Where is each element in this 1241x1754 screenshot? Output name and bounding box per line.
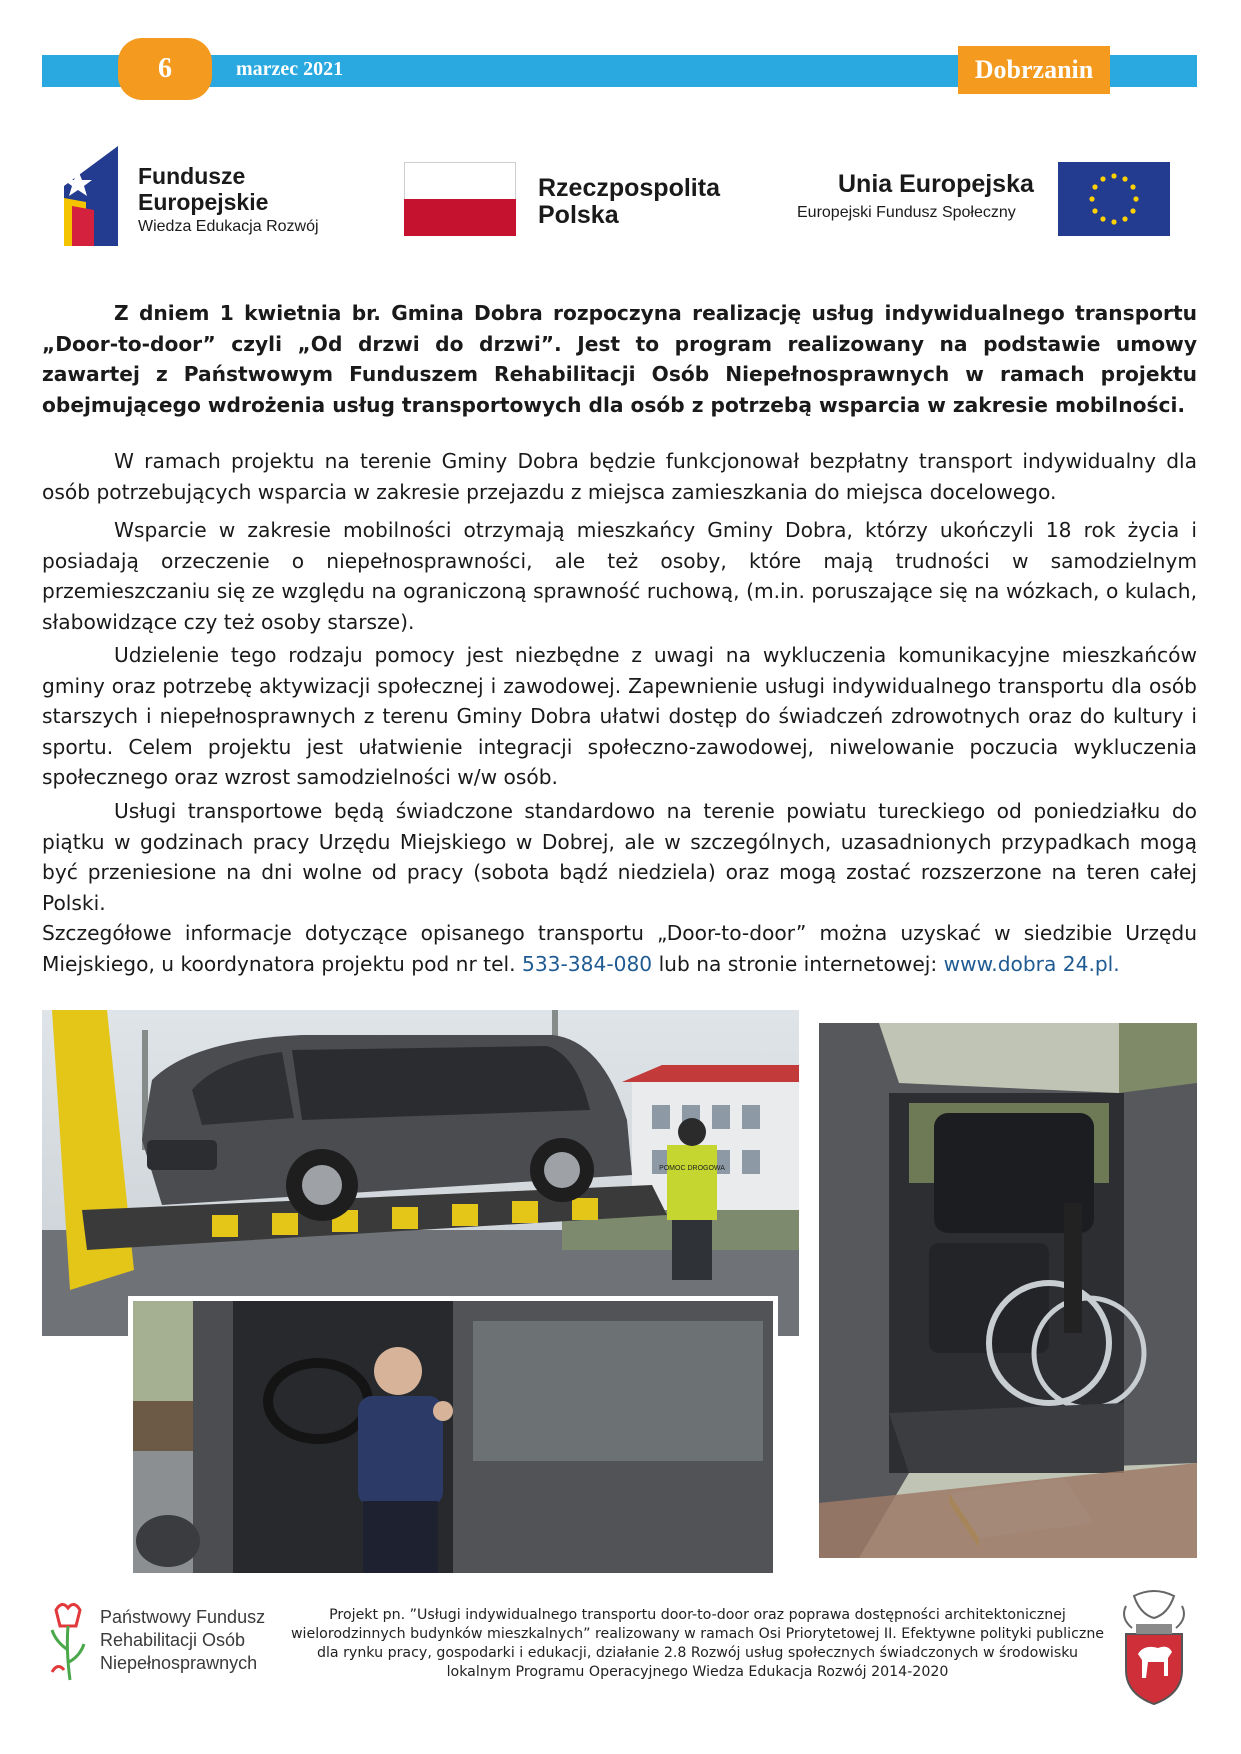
article-paragraph-1: W ramach projektu na terenie Gminy Dobra będzie funkcjonował bezpłatny transport indywidualny dla osób potrzebujących wsparcia w zakresie przejazdu z miejsca zamieszkania do miejsca docelowego.: [42, 449, 1197, 504]
article-paragraph-3: Udzielenie tego rodzaju pomocy jest niezbędne z uwagi na wykluczenia komunikacyjne mieszkańców gminy oraz potrzebę aktywizacji społecznej i zawodowej. Zapewnienie usługi indywidualnego transportu dla osób starszych i niepełnosprawnych z terenu Gminy Dobra ułatwi dostęp do świadczeń zdrowotnych oraz do kultury i sportu. Celem projektu jest ułatwienie integracji społeczno-zawodowej, niwelowanie poczucia wykluczenia społecznego oraz wzrost samodzielności w/w osób.: [42, 643, 1197, 789]
contact-text-middle: lub na stronie internetowej:: [658, 951, 938, 976]
photo-driver-in-van: [128, 1296, 778, 1578]
masthead-title: Dobrzanin: [958, 46, 1110, 94]
unia-europejska-title: Unia Europejska: [838, 170, 1034, 198]
polish-flag-icon: [404, 162, 516, 236]
phone-link[interactable]: 533-384-080: [521, 951, 653, 976]
fe-title-line-2: Europejskie: [138, 189, 269, 215]
vest-label: POMOC DROGOWA: [659, 1165, 725, 1172]
fe-title-line-1: Fundusze: [138, 163, 246, 189]
dobra-coat-of-arms-icon: [1114, 1588, 1194, 1706]
article-paragraph-4: Usługi transportowe będą świadczone standardowo na terenie powiatu tureckiego od poniedziałku do piątku w godzinach pracy Urzędu Miejskiego w Dobrej, ale w szczególnych, uzasadnionych przypadkach mogą być przeniesione na dni wolne od pracy (sobota bądź niedziela) oraz mogą zostać rozszerzone na teren całej Polski.: [42, 799, 1197, 915]
project-description: Projekt pn. ”Usługi indywidualnego transportu door-to-door oraz poprawa dostępności architektonicznej wielorodzinnych budynków mieszkalnych” realizowany w ramach Osi Priorytetowej II. Efektywne polityki publiczne dla rynku pracy, gospodarki i edukacji, działanie 2.8 Rozwój usług społecznych świadczonych w środowisku lokalnym Programu Operacyjnego Wiedza Edukacja Rozwój 2014-2020: [290, 1607, 1105, 1680]
photo-van-interior-wheelchair: [819, 1023, 1197, 1558]
article-contact-paragraph: [42, 918, 1197, 979]
website-link[interactable]: www.dobra 24.pl.: [943, 951, 1120, 976]
fundusze-europejskie-subtitle: Wiedza Edukacja Rozwój: [138, 218, 319, 235]
contact-text: Szczegółowe informacje dotyczące opisanego transportu „Door-to-door” można uzyskać w siedzibie Urzędu Miejskiego, u koordynatora projektu pod nr tel.: [42, 921, 1197, 976]
rzeczpospolita-polska-title: [538, 175, 758, 229]
pfron-line-1: Państwowy Fundusz: [100, 1607, 266, 1627]
pfron-line-3: Niepełnosprawnych: [100, 1653, 258, 1673]
unia-europejska-subtitle: Europejski Fundusz Społeczny: [797, 204, 1016, 221]
pfron-logo-icon: [48, 1600, 88, 1682]
rp-title-line-1: Rzeczpospolita: [538, 174, 720, 202]
page-number: 6: [118, 38, 212, 100]
pfron-line-2: Rehabilitacji Osób: [100, 1630, 246, 1650]
pfron-name: [100, 1606, 265, 1675]
fundusze-europejskie-logo-icon: [64, 146, 118, 246]
issue-date: marzec 2021: [236, 58, 344, 80]
article-lead: Z dniem 1 kwietnia br. Gmina Dobra rozpoczyna realizację usług indywidualnego transportu „Door-to-door” czyli „Od drzwi do drzwi”. Jest to program realizowany na podstawie umowy zawartej z Państwowym Funduszem Rehabilitacji Osób Niepełnosprawnych w ramach projektu obejmującego wdrożenia usług transportowych dla osób z potrzebą wsparcia w zakresie mobilności.: [42, 301, 1197, 417]
photo-van-on-tow-truck: [42, 1010, 799, 1336]
article-paragraph-2: Wsparcie w zakresie mobilności otrzymają mieszkańcy Gminy Dobra, którzy ukończyli 18 rok życia i posiadają orzeczenie o niepełnosprawności, ale też osoby, które mają trudności w samodzielnym przemieszczaniu się ze względu na ograniczoną sprawność ruchową, (m.in. poruszające się na wózkach, o kulach, słabowidzące czy też osoby starsze).: [42, 518, 1197, 634]
rp-title-line-2: Polska: [538, 201, 619, 229]
fundusze-europejskie-title: [138, 163, 338, 215]
eu-flag-icon: [1058, 162, 1170, 236]
